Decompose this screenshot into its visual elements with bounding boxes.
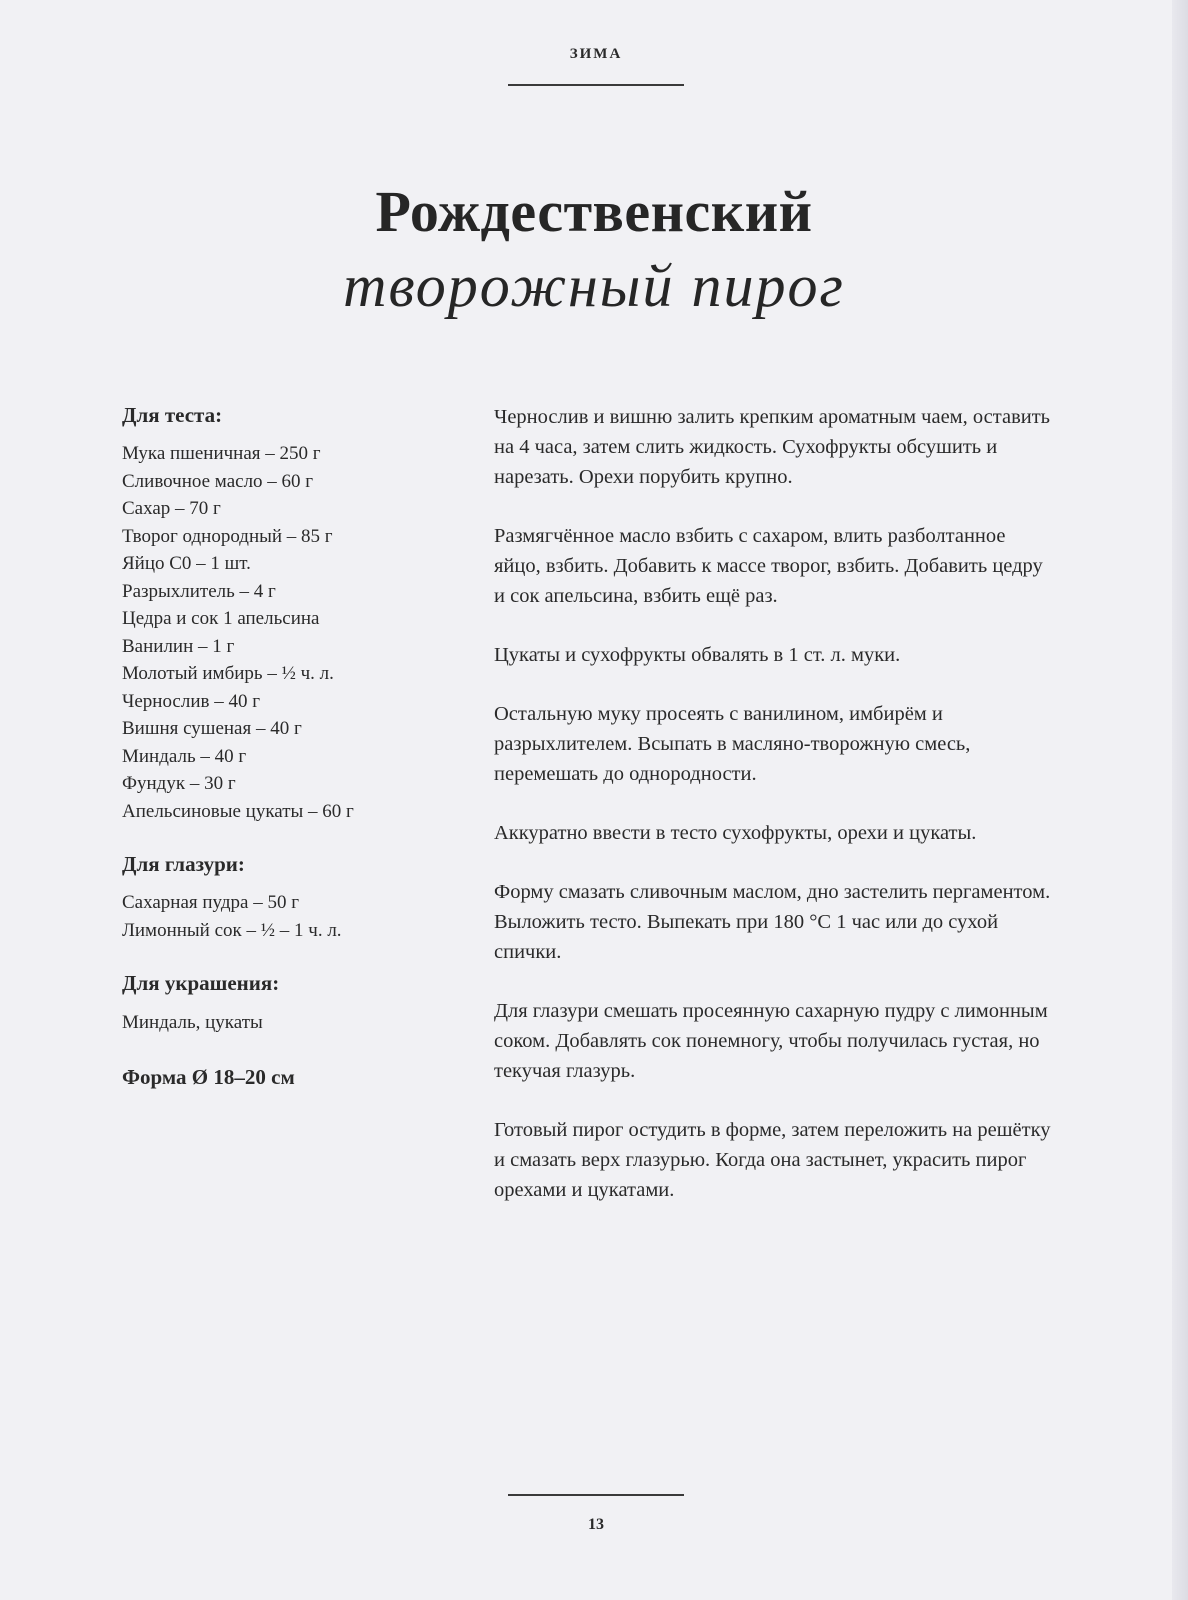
instruction-step: Чернослив и вишню залить крепким ароматным чаем, оставить на 4 часа, затем слить жидкость. Сухофрукты обсушить и нарезать. Орехи порубить крупно. <box>494 406 1051 488</box>
decoration-text: Миндаль, цукаты <box>122 1012 263 1033</box>
instruction-step: Форму смазать сливочным маслом, дно застелить пергаментом. Выложить тесто. Выпекать при 180 °C 1 час или до сухой спички. <box>494 881 1051 963</box>
ingredient-item: Цедра и сок 1 апельсина <box>122 608 320 629</box>
instruction-step: Для глазури смешать просеянную сахарную пудру с лимонным соком. Добавлять сок понемногу, чтобы получилась густая, но текучая глазурь. <box>494 1000 1048 1082</box>
ingredient-item: Лимонный сок – ½ – 1 ч. л. <box>122 919 342 941</box>
ingredient-item: Миндаль – 40 г <box>122 745 247 767</box>
ingredient-item: Молотый имбирь – ½ ч. л. <box>122 663 334 684</box>
footer-rule <box>508 1494 684 1496</box>
ingredient-item: Фундук – 30 г <box>122 773 236 794</box>
section-label: ЗИМА <box>569 46 623 62</box>
ingredient-item: Апельсиновые цукаты – 60 г <box>122 800 354 822</box>
instruction-step: Готовый пирог остудить в форме, затем переложить на решётку и смазать верх глазурью. Когда она застынет, украсить пирог орехами и цукатами. <box>494 1119 1051 1201</box>
header-rule <box>508 84 684 86</box>
recipe-title: Рождественский <box>375 179 813 244</box>
instructions-column <box>494 402 1054 1234</box>
ingredient-item: Творог однородный – 85 г <box>122 525 333 547</box>
instruction-step: Размягчённое масло взбить с сахаром, влить разболтанное яйцо, взбить. Добавить к массе творог, взбить. Добавить цедру и сок апельсина, взбить ещё раз. <box>494 525 1043 607</box>
ingredients-column <box>122 400 462 1092</box>
ingredient-item: Яйцо С0 – 1 шт. <box>122 553 251 574</box>
dough-ingredient-list <box>122 440 462 825</box>
ingredient-item: Ванилин – 1 г <box>122 635 235 657</box>
instruction-step: Цукаты и сухофрукты обвалять в 1 ст. л. муки. <box>494 644 901 666</box>
glaze-ingredient-list <box>122 889 462 944</box>
ingredient-item: Сливочное масло – 60 г <box>122 470 314 492</box>
recipe-subtitle: творожный пирог <box>343 253 845 319</box>
ingredient-item: Мука пшеничная – 250 г <box>122 443 321 464</box>
instruction-step: Аккуратно ввести в тесто сухофрукты, орехи и цукаты. <box>494 822 977 844</box>
ingredient-item: Разрыхлитель – 4 г <box>122 580 276 602</box>
ingredient-item: Сахарная пудра – 50 г <box>122 892 299 913</box>
glaze-heading: Для глазури: <box>122 852 245 876</box>
ingredient-item: Чернослив – 40 г <box>122 690 261 712</box>
page-number: 13 <box>588 1516 604 1533</box>
ingredient-item: Сахар – 70 г <box>122 498 221 519</box>
instruction-step: Остальную муку просеять с ванилином, имбирём и разрыхлителем. Всыпать в масляно-творожную смесь, перемешать до однородности. <box>494 703 971 785</box>
decoration-heading: Для украшения: <box>122 971 280 995</box>
dough-heading: Для теста: <box>122 403 223 427</box>
ingredient-item: Вишня сушеная – 40 г <box>122 718 302 739</box>
pan-size: Форма Ø 18–20 см <box>122 1065 295 1089</box>
